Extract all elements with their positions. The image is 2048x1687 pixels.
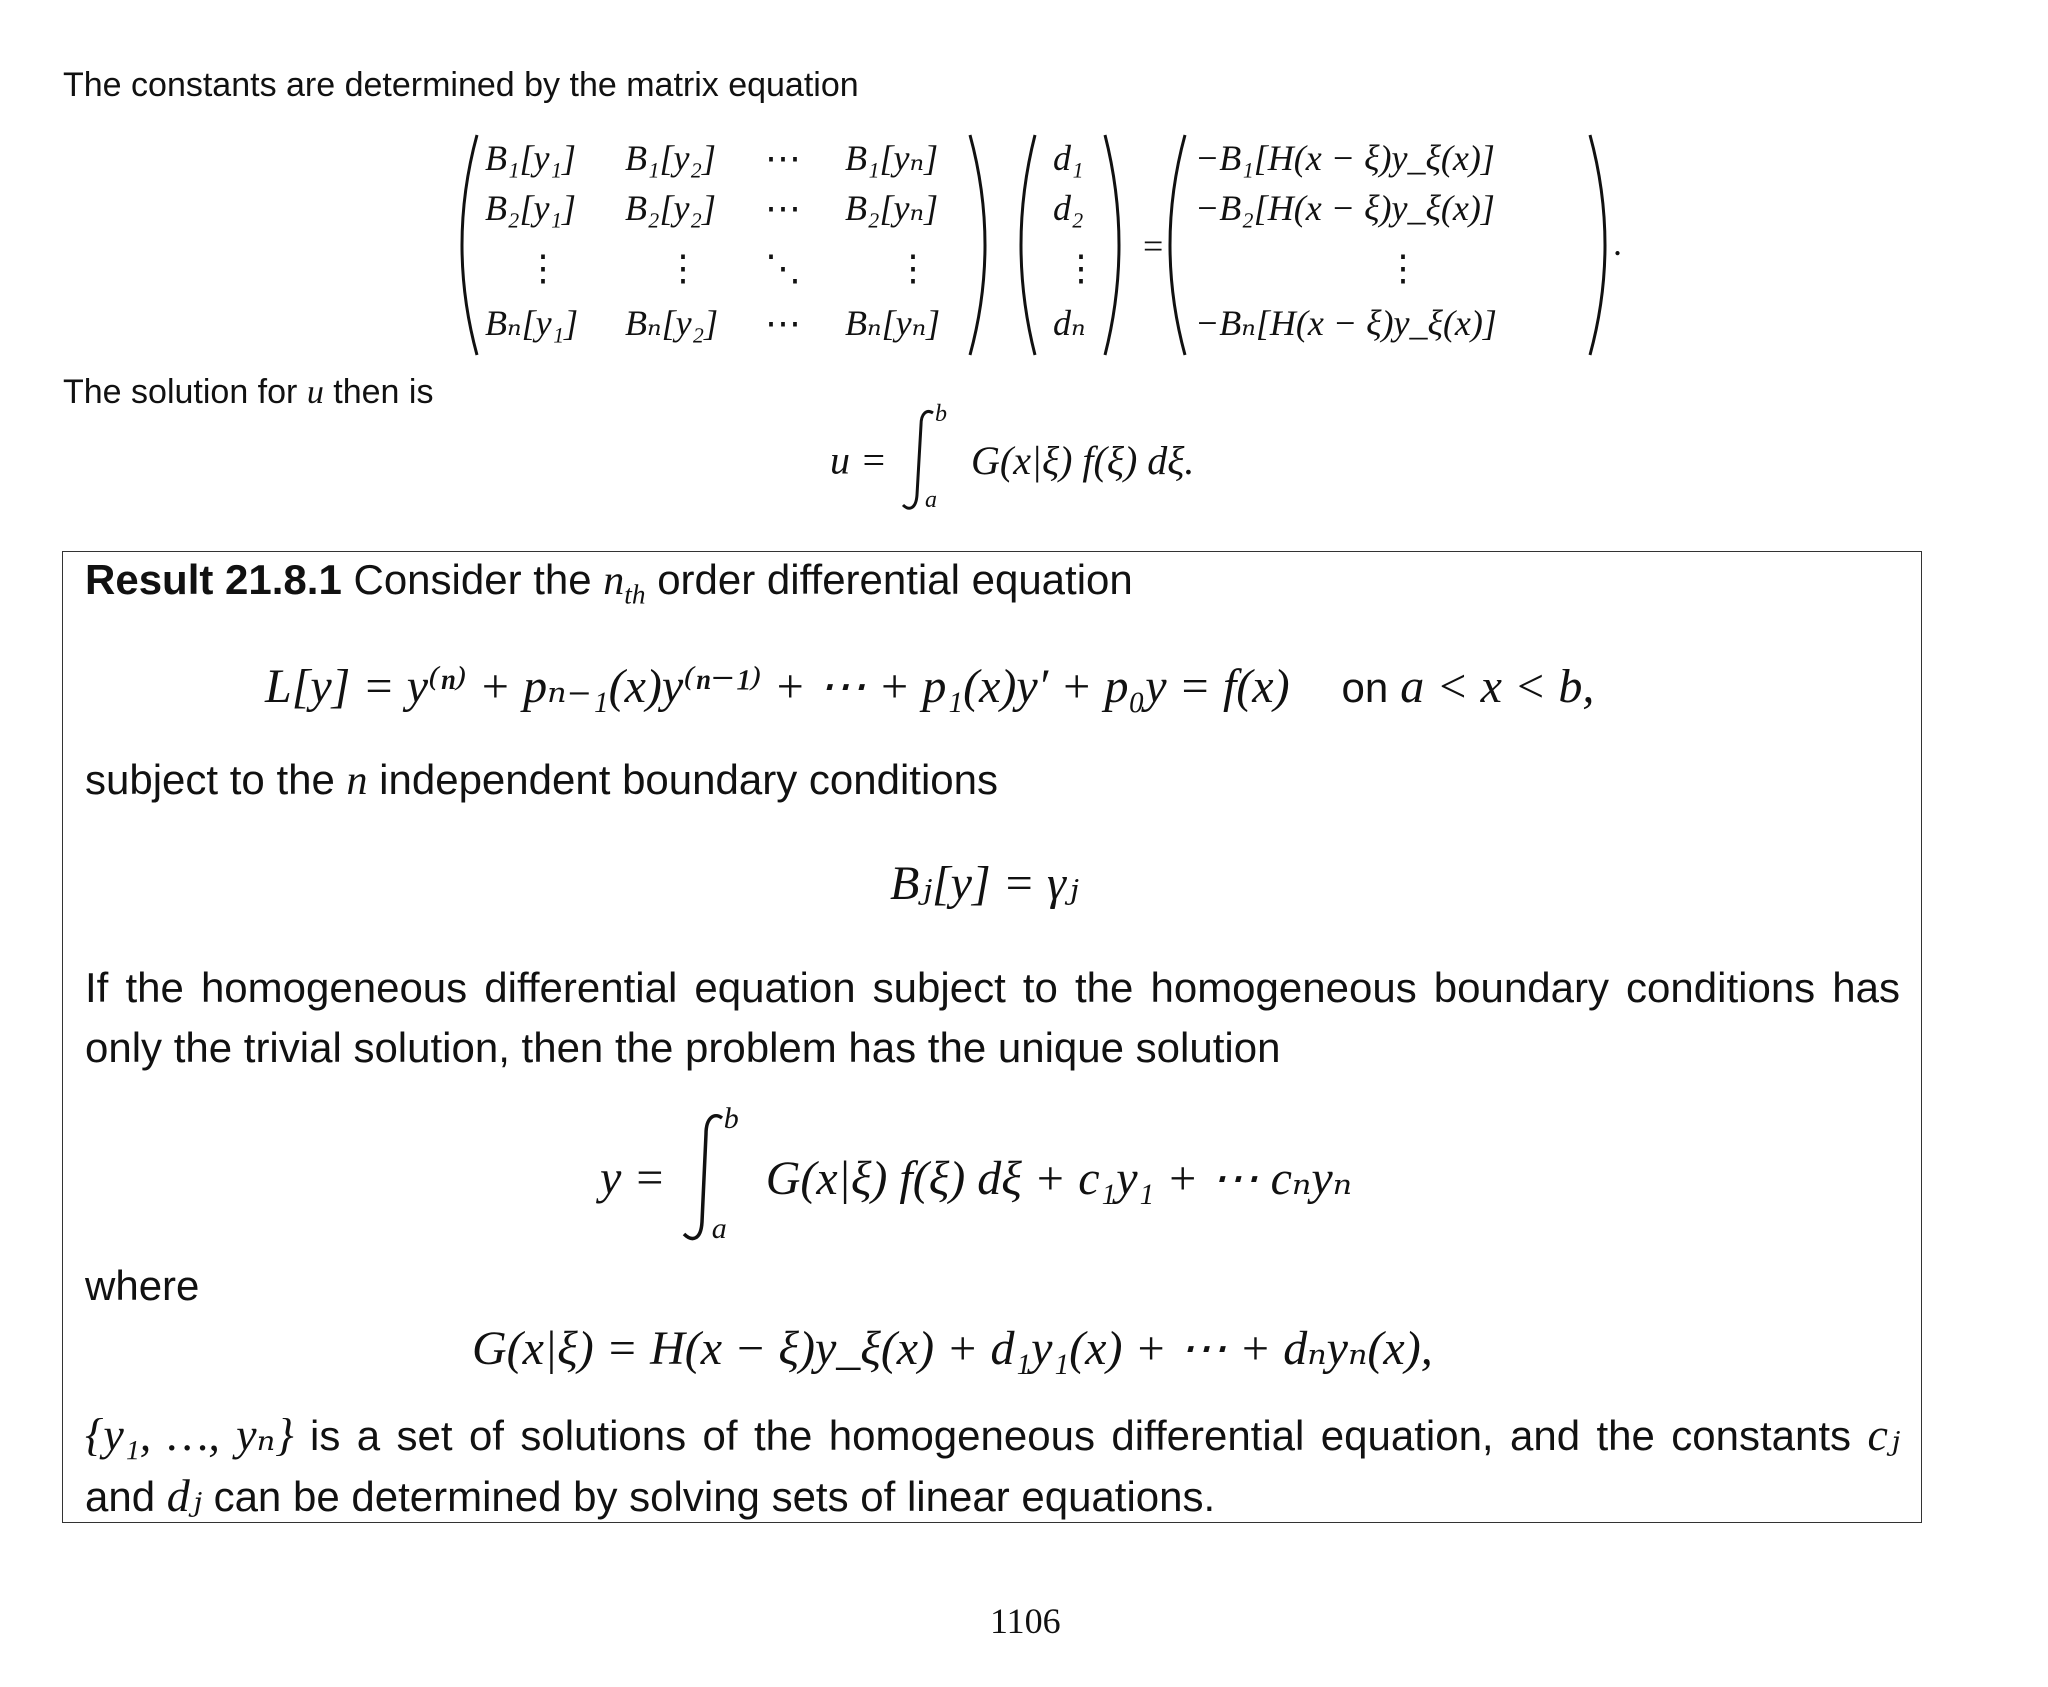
- matrix-cell: ⋯: [765, 138, 801, 178]
- matrix-cell: B₁[y₂]: [625, 138, 717, 178]
- c-j: cⱼ: [1867, 1409, 1901, 1460]
- solution-var: u: [306, 374, 324, 411]
- page-number: 1106: [990, 1601, 1061, 1641]
- differential-equation: [265, 658, 1594, 714]
- rhs-cell: −B₁[H(x − ξ)y_ξ(x)]: [1195, 138, 1495, 178]
- result-label: Result 21.8.1: [85, 556, 342, 603]
- bc-prefix: subject to the: [85, 756, 335, 803]
- closing-text-3: can be determined by solving sets of linear equations.: [213, 1473, 1216, 1520]
- rhs-cell: ⋮: [1385, 248, 1421, 288]
- closing-text-2: and: [85, 1473, 156, 1520]
- integral-lower: a: [925, 487, 937, 513]
- result-intro-suffix: order differential equation: [657, 556, 1133, 603]
- vector-cell: d₂: [1053, 188, 1084, 228]
- matrix-cell: B₂[yₙ]: [845, 188, 939, 228]
- matrix-cell: ⋯: [765, 303, 801, 343]
- uniqueness-paragraph: If the homogeneous differential equation subject to the homogeneous boundary conditions has only the trivial solution, then the problem has the unique solution: [85, 964, 1900, 1071]
- green-function-equation: G(x|ξ) = H(x − ξ)y_ξ(x) + d₁y₁(x) + ⋯ + dₙyₙ(x),: [472, 1322, 1433, 1375]
- period: .: [1613, 223, 1622, 263]
- intro-text: The constants are determined by the matrix equation: [63, 66, 859, 104]
- u-equation: [830, 401, 1195, 515]
- matrix-cell: ⋮: [525, 248, 561, 288]
- matrix-cell: ⋱: [765, 248, 801, 288]
- equals-sign: =: [1143, 226, 1164, 266]
- matrix-cell: B₂[y₁]: [485, 188, 577, 228]
- vector-cell: dₙ: [1053, 303, 1086, 343]
- integral-sign: [897, 401, 949, 515]
- result-intro-prefix: Consider the: [353, 556, 592, 603]
- matrix-cell: B₁[yₙ]: [845, 138, 939, 178]
- solution-prefix: The solution for: [63, 373, 298, 411]
- vector-cell: ⋮: [1063, 248, 1099, 288]
- closing-paragraph: [85, 1405, 1900, 1527]
- solution-set: {y₁, …, yₙ}: [85, 1409, 294, 1460]
- bc-suffix: independent boundary conditions: [379, 756, 998, 803]
- d-j: dⱼ: [166, 1470, 202, 1521]
- integral-lower: a: [711, 1212, 727, 1245]
- solution-suffix: then is: [333, 373, 434, 411]
- result-heading: [85, 556, 1133, 610]
- vector-cell: d₁: [1053, 138, 1084, 178]
- integral-upper: b: [723, 1102, 739, 1135]
- equation-L: L[y] = y⁽ⁿ⁾ + pₙ₋₁(x)y⁽ⁿ⁻¹⁾ + ⋯ + p₁(x)y′ + p₀y = f(x): [265, 660, 1290, 713]
- where-word: where: [85, 1262, 200, 1309]
- u-lhs: u =: [830, 437, 887, 483]
- on-word: on: [1341, 664, 1389, 711]
- boundary-condition-equation: Bⱼ[y] = γⱼ: [890, 857, 1079, 910]
- integral-upper: b: [935, 401, 947, 427]
- bc-intro: [85, 756, 998, 805]
- matrix-cell: ⋯: [765, 188, 801, 228]
- integral-sign: [678, 1102, 740, 1248]
- matrix-equation: [455, 130, 1635, 360]
- matrix-cell: B₂[y₂]: [625, 188, 717, 228]
- u-integrand: G(x|ξ) f(ξ) dξ.: [971, 437, 1195, 483]
- y-equation: [600, 1102, 1353, 1248]
- closing-text-1: is a set of solutions of the homogeneous differential equation, and the constants: [310, 1412, 1852, 1459]
- y-integrand: G(x|ξ) f(ξ) dξ + c₁y₁ + ⋯ cₙyₙ: [765, 1152, 1353, 1205]
- matrix-cell: Bₙ[yₙ]: [845, 303, 941, 343]
- y-lhs: y =: [600, 1151, 666, 1205]
- rhs-cell: −Bₙ[H(x − ξ)y_ξ(x)]: [1195, 303, 1497, 343]
- domain: a < x < b,: [1400, 660, 1595, 713]
- matrix-cell: Bₙ[y₂]: [625, 303, 719, 343]
- matrix-cell: B₁[y₁]: [485, 138, 577, 178]
- matrix-cell: ⋮: [895, 248, 931, 288]
- result-order: $n_{th}$: [603, 558, 646, 610]
- bc-var: n: [346, 758, 368, 804]
- rhs-cell: −B₂[H(x − ξ)y_ξ(x)]: [1195, 188, 1495, 228]
- matrix-cell: Bₙ[y₁]: [485, 303, 579, 343]
- matrix-cell: ⋮: [665, 248, 701, 288]
- solution-intro: [63, 373, 433, 412]
